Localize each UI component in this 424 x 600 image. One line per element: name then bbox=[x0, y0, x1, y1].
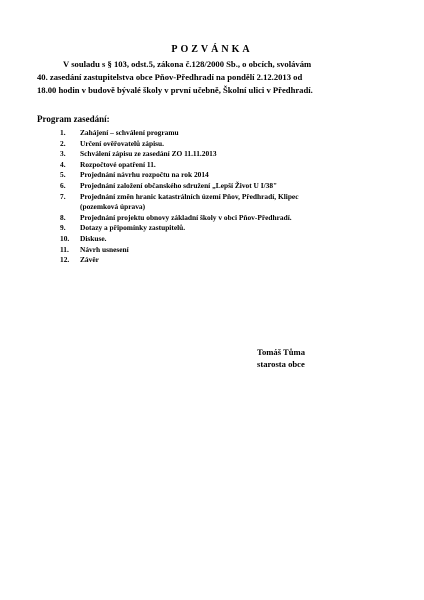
agenda-item-text: Projednání změn hranic katastrálních území Pňov, Předhradí, Klipec bbox=[80, 191, 299, 201]
agenda-item-number: 11. bbox=[60, 244, 69, 254]
document-title: POZVÁNKA bbox=[171, 44, 253, 55]
agenda-item bbox=[60, 223, 390, 234]
agenda-item bbox=[60, 139, 390, 150]
agenda-item-text: Dotazy a připomínky zastupitelů. bbox=[80, 223, 186, 233]
agenda-item bbox=[60, 255, 390, 266]
agenda-item-text-continuation: (pozemková úprava) bbox=[80, 202, 146, 212]
agenda-item-number: 7. bbox=[60, 191, 66, 201]
signatory-role: starosta obce bbox=[257, 359, 305, 369]
agenda-item bbox=[60, 213, 390, 224]
agenda-item-text: Schválení zápisu ze zasedání ZO 11.11.2013 bbox=[80, 149, 217, 159]
agenda-item bbox=[60, 192, 390, 213]
intro-line: 18.00 hodin v budově bývalé školy v první učebně, Školní ulici v Předhradí. bbox=[37, 85, 313, 95]
agenda-item bbox=[60, 234, 390, 245]
agenda-item-text: Návrh usnesení bbox=[80, 244, 129, 254]
agenda-item-text: Projednání projektu obnovy základní školy v obci Pňov-Předhradí. bbox=[80, 212, 292, 222]
agenda-item-text: Projednání návrhu rozpočtu na rok 2014 bbox=[80, 170, 209, 180]
agenda-item-number: 9. bbox=[60, 223, 66, 233]
intro-line: 40. zasedání zastupitelstva obce Pňov-Předhradí na pondělí 2.12.2013 od bbox=[37, 72, 303, 82]
agenda-item-text: Určení ověřovatelů zápisu. bbox=[80, 138, 164, 148]
signatory-name: Tomáš Tůma bbox=[257, 347, 305, 357]
agenda-item-number: 1. bbox=[60, 128, 66, 137]
agenda-item-number: 5. bbox=[60, 170, 66, 180]
agenda-item bbox=[60, 170, 390, 181]
agenda-item-number: 2. bbox=[60, 138, 66, 148]
agenda-item-number: 8. bbox=[60, 212, 66, 222]
signature-block bbox=[257, 346, 305, 370]
agenda-item-text: Diskuse. bbox=[80, 233, 107, 243]
agenda-item-text-block bbox=[80, 192, 390, 213]
agenda-item-text: Závěr bbox=[80, 255, 99, 265]
agenda-item bbox=[60, 245, 390, 256]
program-heading: Program zasedání: bbox=[37, 114, 110, 124]
agenda-item bbox=[60, 160, 390, 171]
agenda-item-number: 12. bbox=[60, 255, 70, 265]
agenda-item-text: Zahájení – schválení programu bbox=[80, 128, 179, 137]
intro-paragraph bbox=[37, 58, 392, 97]
intro-line: V souladu s § 103, odst.5, zákona č.128/2000 Sb., o obcích, svolávám bbox=[63, 59, 312, 69]
agenda-item bbox=[60, 128, 390, 139]
agenda-item-text: Projednání založení občanského sdružení „Lepší Život U I/38" bbox=[80, 180, 278, 190]
agenda-item bbox=[60, 149, 390, 160]
agenda-item-text: Rozpočtové opatření 11. bbox=[80, 159, 156, 169]
agenda-item-number: 10. bbox=[60, 233, 70, 243]
agenda-item-number: 4. bbox=[60, 159, 66, 169]
agenda-item bbox=[60, 181, 390, 192]
agenda-list bbox=[60, 128, 390, 266]
agenda-item-number: 3. bbox=[60, 149, 66, 159]
agenda-item-number: 6. bbox=[60, 180, 66, 190]
